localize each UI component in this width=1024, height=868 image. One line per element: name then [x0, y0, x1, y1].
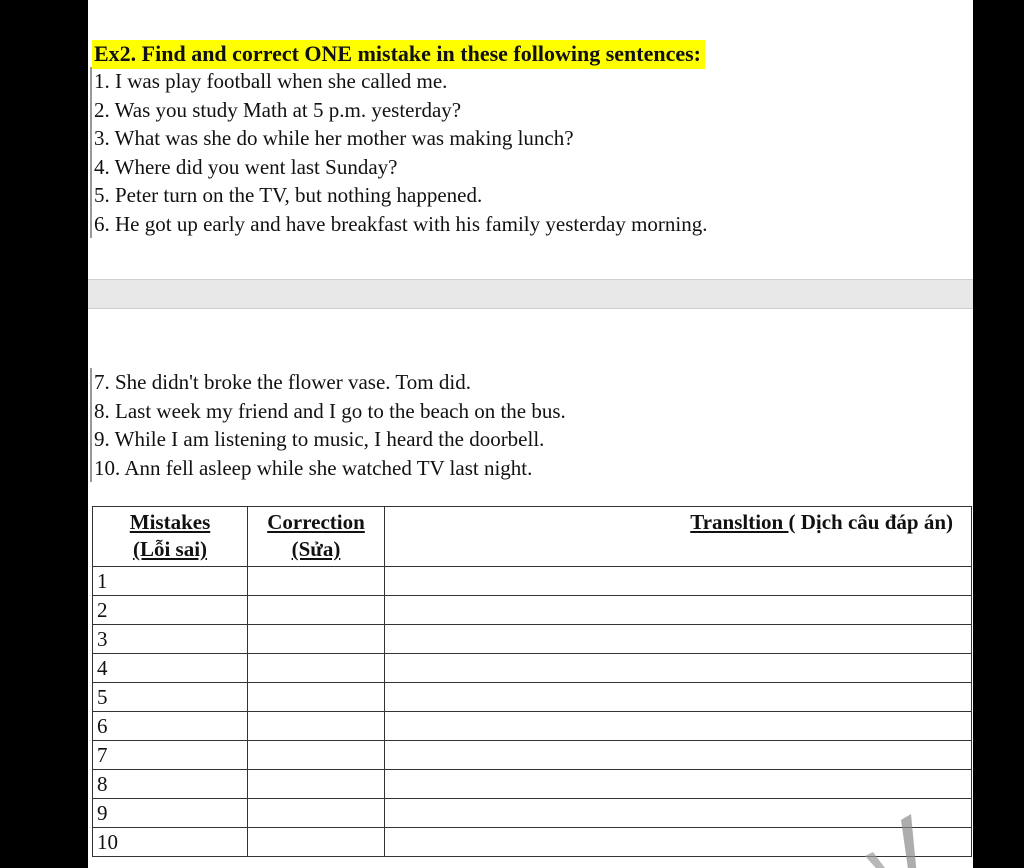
translation-cell[interactable] [385, 712, 972, 741]
correction-cell[interactable] [248, 683, 385, 712]
table-row [93, 741, 972, 770]
exercise-title: Ex2. Find and correct ONE mistake in these following sentences: [92, 40, 705, 69]
page-break-divider [88, 279, 973, 309]
sentence-item: 1. I was play football when she called me. [94, 69, 448, 93]
sentence-item: 6. He got up early and have breakfast with his family yesterday morning. [94, 211, 708, 236]
table-row [93, 770, 972, 799]
row-number: 8 [93, 770, 248, 799]
translation-cell[interactable] [385, 625, 972, 654]
correction-cell[interactable] [248, 625, 385, 654]
correction-cell[interactable] [248, 654, 385, 683]
row-number: 10 [93, 828, 248, 857]
correction-header-vi: (Sửa) [291, 537, 341, 561]
row-number: 3 [93, 625, 248, 654]
translation-cell[interactable] [385, 596, 972, 625]
sentence-item: 2. Was you study Math at 5 p.m. yesterday? [94, 97, 462, 122]
row-number: 2 [93, 596, 248, 625]
sentence-item: 9. While I am listening to music, I heard the doorbell. [94, 427, 545, 451]
translation-header [385, 507, 972, 567]
translation-cell[interactable] [385, 683, 972, 712]
sentence-list-top [90, 67, 708, 238]
translation-cell[interactable] [385, 567, 972, 596]
correction-cell[interactable] [248, 596, 385, 625]
table-row [93, 799, 972, 828]
translation-header-vi: ( Dịch câu đáp án) [788, 510, 953, 534]
worksheet-page [88, 0, 973, 868]
table-row [93, 596, 972, 625]
translation-header-label: Transltion [690, 510, 789, 534]
translation-cell[interactable] [385, 654, 972, 683]
row-number: 6 [93, 712, 248, 741]
row-number: 9 [93, 799, 248, 828]
answer-table [92, 506, 972, 857]
sentence-item: 8. Last week my friend and I go to the beach on the bus. [94, 398, 566, 423]
translation-cell[interactable] [385, 741, 972, 770]
mistakes-header-label: Mistakes [129, 510, 211, 534]
sentence-list-bottom [90, 368, 566, 482]
row-number: 7 [93, 741, 248, 770]
correction-cell[interactable] [248, 741, 385, 770]
correction-cell[interactable] [248, 799, 385, 828]
table-row [93, 828, 972, 857]
answer-table-header [93, 507, 972, 567]
correction-cell[interactable] [248, 828, 385, 857]
sentence-item: 5. Peter turn on the TV, but nothing happened. [94, 183, 483, 207]
row-number: 5 [93, 683, 248, 712]
table-row [93, 625, 972, 654]
correction-header-label: Correction [267, 510, 365, 534]
mistakes-header [93, 507, 248, 567]
correction-cell[interactable] [248, 770, 385, 799]
sentence-item: 10. Ann fell asleep while she watched TV last night. [94, 455, 533, 480]
correction-header [248, 507, 385, 567]
table-row [93, 712, 972, 741]
translation-cell[interactable] [385, 770, 972, 799]
correction-cell[interactable] [248, 712, 385, 741]
table-row [93, 654, 972, 683]
table-row [93, 567, 972, 596]
sentence-item: 7. She didn't broke the flower vase. Tom did. [94, 370, 471, 394]
table-row [93, 683, 972, 712]
sentence-item: 4. Where did you went last Sunday? [94, 154, 398, 179]
sentence-item: 3. What was she do while her mother was making lunch? [94, 126, 574, 150]
row-number: 4 [93, 654, 248, 683]
corner-watermark-icon [861, 796, 921, 868]
exercise-title-wrap [92, 40, 705, 69]
mistakes-header-vi: (Lỗi sai) [132, 537, 208, 561]
correction-cell[interactable] [248, 567, 385, 596]
row-number: 1 [93, 567, 248, 596]
